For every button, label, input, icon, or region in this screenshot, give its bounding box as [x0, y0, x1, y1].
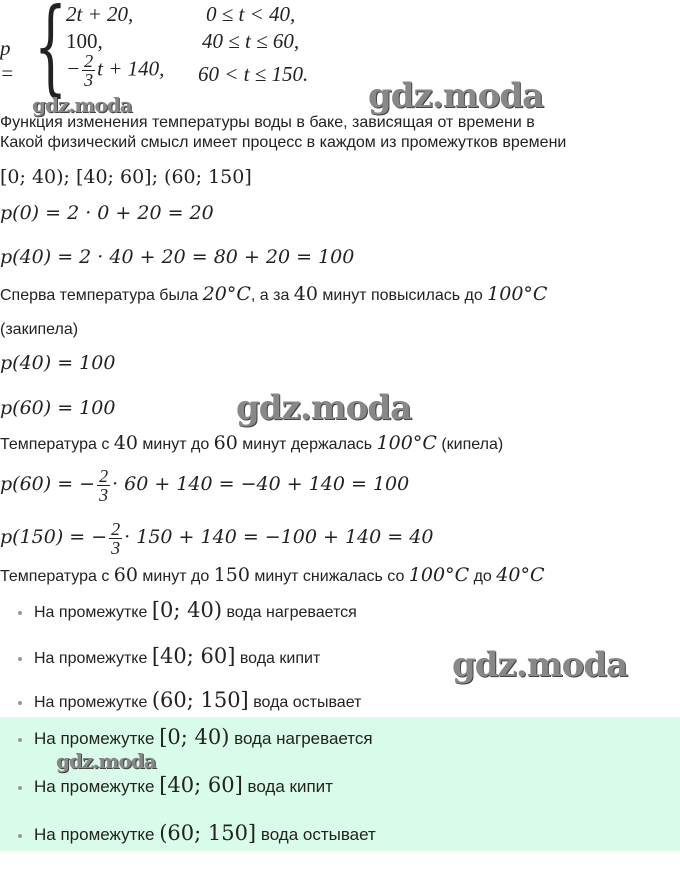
t: Сперва температура была: [0, 287, 203, 304]
numerator: 2: [99, 465, 109, 486]
intervals: [0; 40); [40; 60]; (60; 150]: [0, 166, 252, 188]
m: 20°C: [202, 283, 251, 305]
conclusion-2: [0, 433, 503, 455]
t: На промежутке: [34, 777, 160, 796]
bullet-icon: [18, 738, 22, 742]
m: [40; 60]: [159, 773, 243, 797]
m: 150: [213, 564, 250, 586]
numerator: 2: [84, 51, 94, 71]
t: На промежутке: [34, 694, 152, 711]
m: p(150) = −: [0, 526, 108, 548]
t: Температура с: [0, 568, 114, 585]
minus: −: [66, 56, 81, 81]
t: минут повысилась до: [317, 287, 488, 304]
bullet-icon: [18, 701, 22, 705]
answer-item: [18, 773, 333, 797]
t: вода нагревается: [229, 729, 373, 748]
cut-text: [0, 108, 535, 131]
list-item: [18, 644, 320, 668]
conclusion-1-cont: (закипела): [0, 321, 79, 338]
t: На промежутке: [34, 825, 160, 844]
formula-cond: 40 ≤ t ≤ 60,: [202, 29, 300, 53]
watermark: gdz.moda: [452, 645, 628, 685]
watermark: gdz.moda: [236, 388, 412, 428]
formula-lhs: p =: [0, 36, 15, 85]
t: минут снижалась со: [249, 568, 409, 585]
calc-p40b: p(40) = 100: [0, 352, 116, 374]
numerator: 2: [111, 518, 121, 539]
bullet-icon: [18, 657, 22, 661]
t: вода остывает: [256, 825, 376, 844]
m: [40; 60]: [151, 644, 236, 668]
m: · 150 + 140 = −100 + 140 = 40: [124, 526, 434, 548]
bullet-icon: [18, 611, 22, 615]
calc-p0: p(0) = 2 · 0 + 20 = 20: [0, 202, 214, 224]
m: 40: [113, 432, 138, 454]
t: минут держалась: [237, 436, 377, 453]
denominator: 3: [84, 70, 94, 90]
calc-p60: [0, 464, 409, 504]
m: p(60) = −: [0, 473, 96, 495]
t: вода кипит: [242, 777, 333, 796]
formula-cond: 60 < t ≤ 150.: [198, 62, 309, 86]
question: Какой физический смысл имеет процесс в каждом из промежутков времени: [0, 134, 567, 151]
m: 100°C: [376, 432, 437, 454]
m: · 60 + 140 = −40 + 140 = 100: [112, 473, 410, 495]
t: На промежутке: [34, 604, 152, 621]
t: вода нагревается: [222, 604, 357, 621]
list-item: [18, 598, 357, 622]
m: (60; 150]: [159, 821, 257, 845]
cut-text-line: Функция изменения температуры воды в баке, зависящая от времени в: [0, 114, 535, 131]
t: вода кипит: [235, 650, 321, 667]
calc-p60b: p(60) = 100: [0, 397, 116, 419]
formula-row: 2t + 20,: [66, 2, 134, 26]
conclusion-1: [0, 284, 547, 306]
denominator: 3: [99, 484, 109, 505]
m: 40: [293, 283, 318, 305]
t: , а за: [250, 287, 294, 304]
t: Температура с: [0, 436, 114, 453]
m: [0; 40): [151, 598, 223, 622]
formula-row: 100,: [66, 29, 103, 53]
brace: {: [34, 0, 68, 107]
t: На промежутке: [34, 650, 152, 667]
m: 40°C: [496, 564, 545, 586]
m: 100°C: [408, 564, 470, 586]
watermark: gdz.moda: [32, 93, 132, 117]
t: вода остывает: [248, 694, 362, 711]
t: минут до: [137, 436, 214, 453]
m: 60: [113, 564, 138, 586]
bullet-icon: [18, 786, 22, 790]
t: до: [469, 568, 497, 585]
m: (60; 150]: [151, 688, 249, 712]
t: (кипела): [436, 436, 504, 453]
conclusion-3: [0, 565, 544, 587]
formula-cond: 0 ≤ t < 40,: [206, 2, 296, 26]
t: На промежутке: [34, 729, 160, 748]
formula-row: [66, 52, 164, 89]
m: 60: [213, 432, 238, 454]
answer-item: [18, 821, 376, 845]
expr-tail: t + 140,: [97, 56, 165, 81]
denominator: 3: [111, 537, 121, 558]
answer-item: [18, 725, 373, 749]
calc-p40: p(40) = 2 · 40 + 20 = 80 + 20 = 100: [0, 246, 355, 268]
list-item: [18, 688, 361, 712]
watermark: gdz.moda: [56, 749, 156, 773]
calc-p150: [0, 517, 433, 557]
m: [0; 40): [159, 725, 230, 749]
m: 100°C: [487, 283, 548, 305]
bullet-icon: [18, 834, 22, 838]
t: минут до: [137, 568, 214, 585]
watermark: gdz.moda: [368, 76, 544, 116]
